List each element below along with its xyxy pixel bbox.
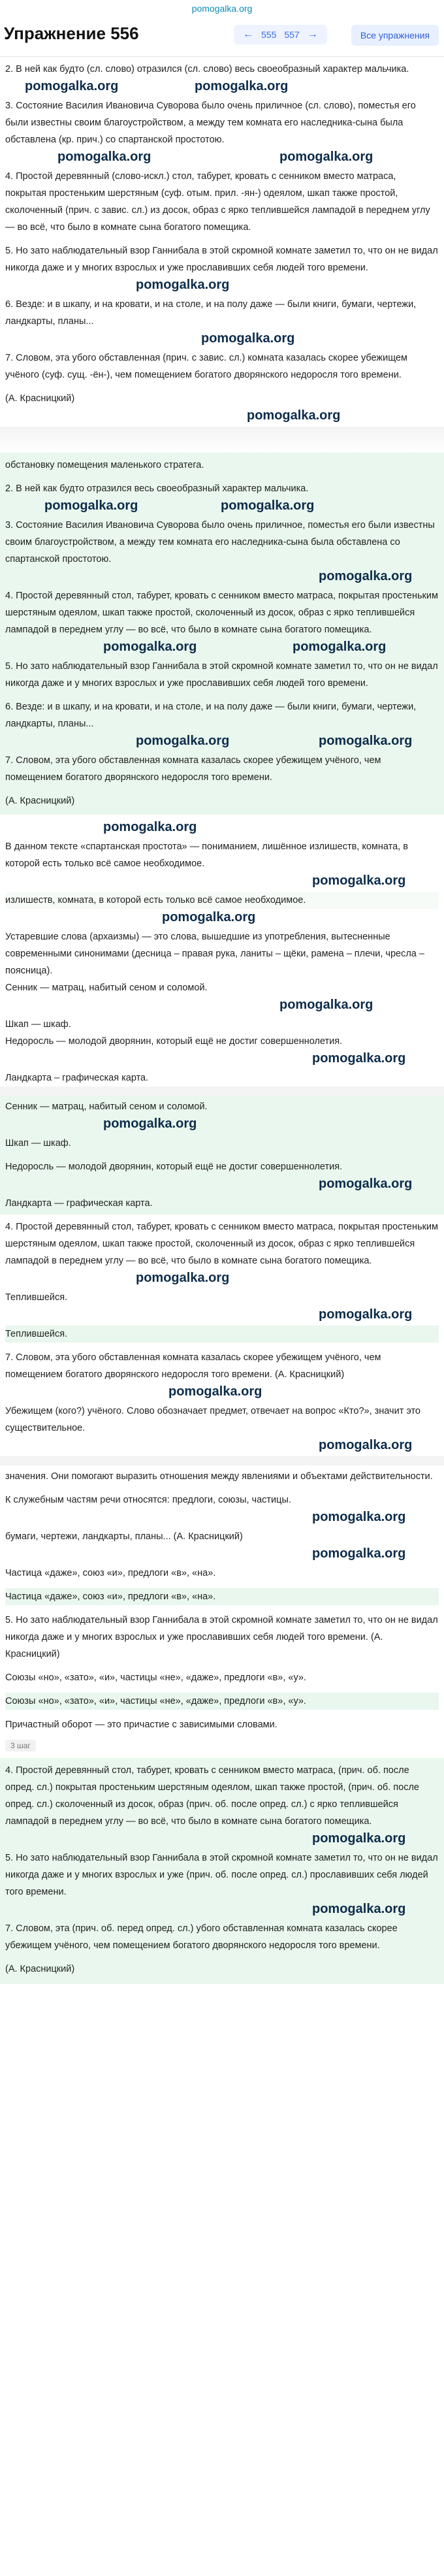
arrow-right-icon[interactable]: → [307,29,318,40]
watermark: pomogalka.org [136,278,230,292]
watermark: pomogalka.org [57,150,151,164]
vocab-text: Шкап — шкаф. [5,1019,71,1030]
answer-text: 3. Состояние Василия Ивановича Суворова было очень приличное (сл. слово), поместья его были известны своим благоустройством, а между тем комната его наследника-сына была обставлена (кр. прич.) со спартанской простотою. [5,101,416,145]
watermark: pomogalka.org [44,498,138,513]
vocab-text: излишеств, комната, в которой есть только всё самое необходимое. [5,892,439,909]
watermark: pomogalka.org [312,1831,406,1846]
watermark: pomogalka.org [312,1510,406,1524]
final-text: 7. Словом, эта (прич. об. перед опред. сл.) убого обставленная комната казалась скорее убежищем учёного, чем помещением богатого дворянского недоросля того времени. [5,1923,398,1951]
answer-text: 4. Простой деревянный стол, табурет, кровать с сенником вместо матраса, покрытая простеньким шерстяным одеялом, шкап также простой, сколоченный из досок, образ с ярко теплившейся лампадой в переднем углу — во всё, что было в комнате сына богатого помещика. [5,591,438,635]
answer-text: (А. Красницкий) [5,796,75,806]
exercise-nav [234,25,327,44]
answer-text: 3. Состояние Василия Ивановича Суворова было очень приличное, поместья его были известны своим благоустройством, а между тем комната его наследника-сына была обставлена со спартанской простотою. [5,520,435,564]
vocab-text: Ландкарта – графическая карта. [5,1073,149,1083]
service-text: Союзы «но», «зато», «и», частицы «не», «даже», предлоги «в», «у». [5,1693,439,1710]
answer-text: 6. Везде: и в шкапу, и на кровати, и на столе, и на полу даже — были книги, бумаги, чертежи, ландкарты, планы... [5,702,417,729]
answer-text: 2. В ней как будто отразился весь своеобразный характер мальчика. [5,483,309,494]
arrow-left-icon[interactable]: ← [243,29,253,40]
final-block [0,1758,444,1984]
final-text: 4. Простой деревянный стол, табурет, кровать с сенником вместо матраса, (прич. об. после опред. сл.) покрытая простеньким шерстяным одеялом, шкап также простой, (прич. об. после опред. сл.) сколоченный из досок, образ (прич. об. после опред. сл.) с ярко теплившейся лампадой в переднем углу — во всё, что было в комнате сына богатого помещика. [5,1765,419,1827]
answer-text: 7. Словом, эта убого обставленная комната казалась скорее убежищем учёного, чем помещением богатого дворянского недоросля того времени. [5,755,381,783]
service-block [0,1465,444,1733]
vocab-block-2 [0,1096,444,1215]
service-text: Союзы «но», «зато», «и», частицы «не», «даже», предлоги «в», «у». [5,1672,306,1683]
vocab-text: В данном тексте «спартанская простота» — пониманием, лишённое излишеств, комната, в которой есть только всё самое необходимое. [5,841,408,869]
watermark: pomogalka.org [319,1438,413,1452]
watermark: pomogalka.org [279,998,373,1012]
vocab-text: Устаревшие слова (архаизмы) — это слова, вышедшие из употребления, вытесненные современными синонимами (десница – правая рука, ланиты – щёки, рамена – плечи, чресла – поясница). [5,932,424,976]
vocab-text: Недоросль — молодой дворянин, который ещё не достиг совершеннолетия. [5,1162,343,1172]
watermark: pomogalka.org [319,734,413,748]
answer-text: 4. Простой деревянный (слово-искл.) стол, табурет, кровать с сенником вместо матраса, покрытая простеньким шерстяным (суф. отым. прил. -ян-) одеялом, шкап также простой, сколоченный (прич. с завис. сл.) из досок, образ с ярко теплившейся лампадой в переднем углу — во всё, что было в комнате сына богатого помещика. [5,171,430,233]
watermark: pomogalka.org [312,1902,406,1916]
final-text: (А. Красницкий) [5,1964,75,1974]
analysis-text: Теплившейся. [5,1292,68,1303]
watermark: pomogalka.org [103,640,197,654]
answer-text: 6. Везде: и в шкапу, и на кровати, и на столе, и на полу даже — были книги, бумаги, чертежи, ландкарты, планы... [5,299,417,327]
vocab-text: Ландкарта — графическая карта. [5,1198,153,1209]
analysis-text: 7. Словом, эта убого обставленная комната казалась скорее убежищем учёного, чем помещением богатого дворянского недоросля того времени. (А. Красницкий) [5,1352,381,1380]
watermark: pomogalka.org [247,408,341,423]
watermark: pomogalka.org [293,640,387,654]
watermark: pomogalka.org [168,1384,262,1399]
vocab-block [0,815,444,1086]
service-text: 5. Но зато наблюдательный взор Ганнибала в этой скромной комнате заметил то, что он не видал никогда даже и у многих взрослых и уже прославивших себя людей того времени. (А. Красницкий) [5,1615,438,1659]
exercise-header [0,17,444,57]
watermark: pomogalka.org [221,498,315,513]
vocab-text: Недоросль — молодой дворянин, который ещё не достиг совершеннолетия. [5,1036,343,1047]
watermark: pomogalka.org [136,1271,230,1285]
watermark: pomogalka.org [319,569,413,583]
service-text: Частица «даже», союз «и», предлоги «в», «на». [5,1568,216,1578]
prev-exercise-link[interactable]: 555 [261,29,277,40]
answer-block-1 [0,57,444,427]
watermark: pomogalka.org [279,150,373,164]
answer-text: 5. Но зато наблюдательный взор Ганнибала в этой скромной комнате заметил то, что он не видал никогда даже и у многих взрослых и уже прославивших себя людей того времени. [5,661,438,689]
watermark: pomogalka.org [25,79,119,93]
step-label: 3 шаг [5,1740,36,1752]
watermark: pomogalka.org [162,910,256,924]
analysis-text: Убежищем (кого?) учёного. Слово обозначает предмет, отвечает на вопрос «Кто?», значит это существительное. [5,1406,420,1433]
service-text: Причастный оборот — это причастие с зависимыми словами. [5,1720,278,1730]
watermark: pomogalka.org [312,873,406,888]
answer-text: обстановку помещения маленького стратега. [5,460,204,470]
vocab-text: Сенник — матрац, набитый сеном и соломой. [5,1101,208,1112]
watermark: pomogalka.org [201,331,295,346]
answer-block-2 [0,453,444,815]
site-domain[interactable]: pomogalka.org [191,3,253,14]
watermark: pomogalka.org [136,734,230,748]
watermark: pomogalka.org [312,1546,406,1561]
analysis-block [0,1215,444,1456]
watermark: pomogalka.org [195,79,289,93]
watermark: pomogalka.org [312,1051,406,1066]
service-text: К служебным частям речи относятся: предлоги, союзы, частицы. [5,1495,291,1505]
all-exercises-button[interactable]: Все упражнения [351,25,439,46]
vocab-text: Шкап — шкаф. [5,1138,71,1149]
answer-text: 2. В ней как будто (сл. слово) отразился (сл. слово) весь своеобразный характер мальчика. [5,64,409,74]
service-text: Частица «даже», союз «и», предлоги «в», «на». [5,1588,439,1605]
service-text: значения. Они помогают выразить отношения между явлениями и объектами действительности. [5,1471,433,1482]
service-text: бумаги, чертежи, ландкарты, планы... (А. Красницкий) [5,1531,243,1542]
answer-text: (А. Красницкий) [5,393,75,404]
watermark: pomogalka.org [103,820,197,834]
watermark: pomogalka.org [319,1177,413,1191]
vocab-text: Сенник — матрац, набитый сеном и соломой. [5,983,208,993]
analysis-text: 4. Простой деревянный стол, табурет, кровать с сенником вместо матраса, покрытая простеньким шерстяным одеялом, шкап также простой, сколоченный из досок, образ с ярко теплившейся лампадой в переднем углу — во всё, что было в комнате сына богатого помещика. [5,1222,438,1266]
answer-text: 5. Но зато наблюдательный взор Ганнибала в этой скромной комнате заметил то, что он не видал никогда даже и у многих взрослых и уже прославивших себя людей того времени. [5,246,438,273]
next-exercise-link[interactable]: 557 [284,29,300,40]
watermark: pomogalka.org [103,1117,197,1131]
final-text: 5. Но зато наблюдательный взор Ганнибала в этой скромной комнате заметил то, что он не видал никогда даже и у многих взрослых и уже (прич. об. после опред. сл.) прославивших себя людей того времени. [5,1853,438,1897]
analysis-text: Теплившейся. [5,1326,439,1343]
answer-text: 7. Словом, эта убого обставленная (прич. с завис. сл.) комната казалась скорее убежищем учёного (суф. сущ. -ён-), чем помещением богатого дворянского недоросля того времени. [5,353,408,380]
watermark: pomogalka.org [319,1307,413,1322]
page-title: Упражнение 556 [4,24,139,43]
